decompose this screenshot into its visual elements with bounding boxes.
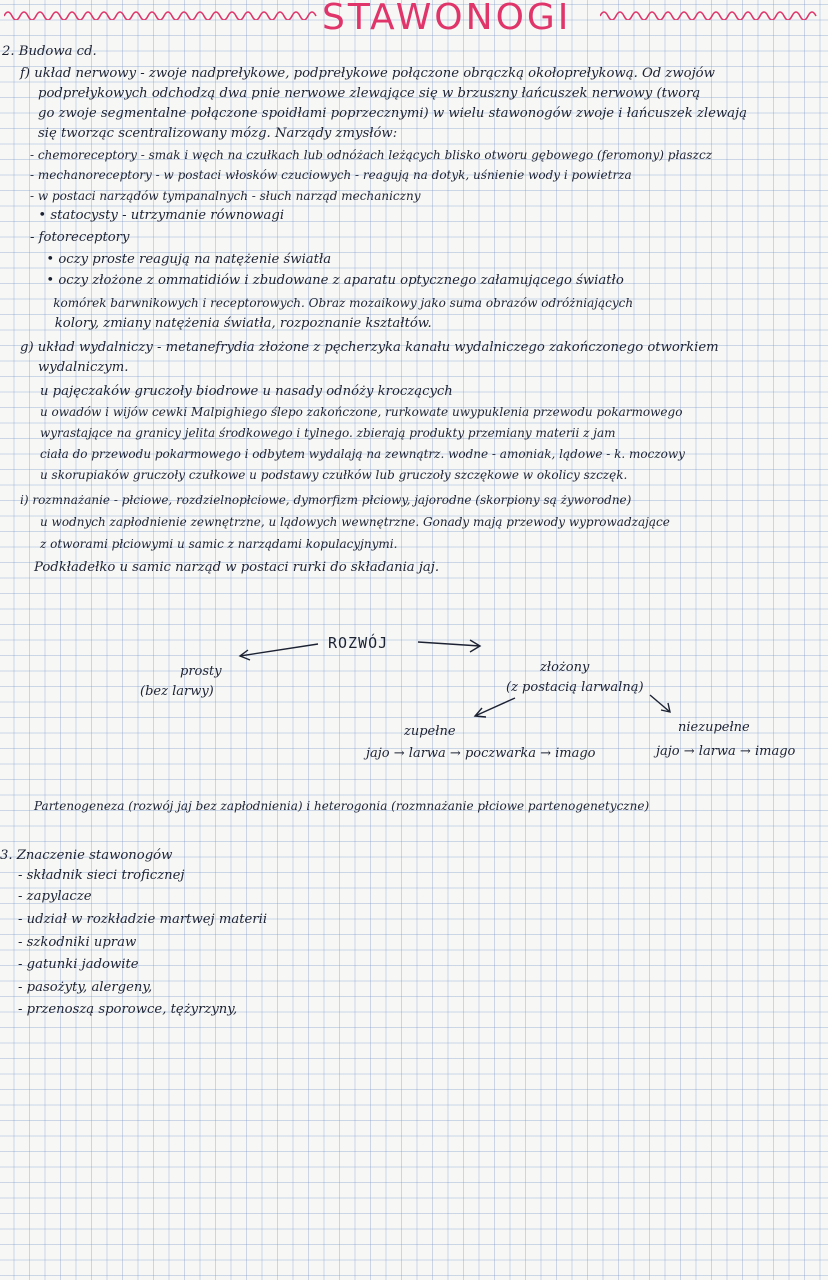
page-header: [0, 0, 828, 44]
nervous-line: • oczy złożone z ommatidiów i zbudowane z aparatu optycznego załamującego światło: [38, 273, 624, 288]
diagram-simple: prosty: [180, 664, 222, 679]
diagram-incomplete-chain: jajo → larwa → imago: [656, 744, 796, 759]
left-wavy-underline: [4, 6, 320, 20]
reproduction-line: Podkładełko u samic narząd w postaci rurki do składania jaj.: [34, 560, 440, 575]
development-diagram: [0, 600, 828, 780]
nervous-line: - chemoreceptory - smak i węch na czułkach lub odnóżach leżących blisko otworu gębowego (feromony) płaszcz: [30, 148, 713, 162]
reproduction-line: z otworami płciowymi u samic z narządami kopulacyjnymi.: [40, 537, 398, 551]
section3-item: - składnik sieci troficznej: [18, 868, 185, 883]
excretory-line: u owadów i wijów cewki Malpighiego ślepo zakończone, rurkowate uwypuklenia przewodu pokarmowego: [40, 405, 683, 419]
right-wavy-underline: [600, 6, 824, 20]
nervous-line: - fotoreceptory: [30, 230, 130, 245]
diagram-complex: złożony: [540, 660, 590, 675]
diagram-complete: zupełne: [404, 724, 456, 739]
section3-item: - szkodniki upraw: [18, 935, 137, 950]
section3-item: - udział w rozkładzie martwej materii: [18, 912, 268, 927]
excretory-line: g) układ wydalniczy - metanefrydia złożone z pęcherzyka kanału wydalniczego zakończonego otworkiem: [20, 340, 719, 355]
nervous-line: • oczy proste reagują na natężenie światła: [38, 252, 332, 267]
reproduction-line: i) rozmnażanie - płciowe, rozdzielnopłciowe, dymorfizm płciowy, jajorodne (skorpiony są żyworodne): [20, 493, 632, 507]
diagram-simple-sub: (bez larwy): [140, 684, 214, 699]
section3-heading: 3. Znaczenie stawonogów: [0, 848, 173, 863]
diagram-center-label: ROZWÓJ: [328, 634, 389, 652]
excretory-line: ciała do przewodu pokarmowego i odbytem wydalają na zewnątrz. wodne - amoniak, lądowe - k. moczowy: [40, 447, 685, 461]
nervous-line: go zwoje segmentalne połączone spoidłami poprzecznymi) w wielu stawonogów zwoje i łańcuszek zlewają: [38, 106, 747, 121]
section3-item: - pasożyty, alergeny,: [18, 980, 153, 995]
nervous-line: - w postaci narządów tympanalnych - słuch narząd mechaniczny: [30, 189, 421, 203]
reproduction-line: u wodnych zapłodnienie zewnętrzne, u lądowych wewnętrzne. Gonady mają przewody wyprowadzające: [40, 515, 670, 529]
nervous-line: f) układ nerwowy - zwoje nadprełykowe, podprełykowe połączone obrączką okołoprełykową. Od zwojów: [20, 66, 715, 81]
nervous-line: • statocysty - utrzymanie równowagi: [30, 208, 285, 223]
nervous-line: komórek barwnikowych i receptorowych. Obraz mozaikowy jako suma obrazów odróżniających: [38, 296, 634, 310]
diagram-incomplete: niezupełne: [678, 720, 750, 735]
section2-heading: 2. Budowa cd.: [2, 44, 97, 59]
excretory-line: u pajęczaków gruczoły biodrowe u nasady odnóży kroczących: [40, 384, 453, 399]
section3-item: - gatunki jadowite: [18, 957, 139, 972]
nervous-line: kolory, zmiany natężenia światła, rozpoznanie kształtów.: [38, 316, 432, 331]
excretory-line: wyrastające na granicy jelita środkowego i tylnego. zbierają produkty przemiany materii z jam: [40, 426, 616, 440]
nervous-line: podprełykowych odchodzą dwa pnie nerwowe zlewające się w brzuszny łańcuszek nerwowy (tworą: [38, 86, 701, 101]
section3-item: - przenoszą sporowce, tężyrzyny,: [18, 1002, 238, 1017]
nervous-line: - mechanoreceptory - w postaci włosków czuciowych - reagują na dotyk, uśnienie wody i powietrza: [30, 168, 632, 182]
nervous-line: się tworząc scentralizowany mózg. Narządy zmysłów:: [38, 126, 398, 141]
page-title: STAWONOGI: [322, 0, 572, 38]
excretory-line: u skorupiaków gruczoły czułkowe u podstawy czułków lub gruczoły szczękowe w okolicy szczęk.: [40, 468, 628, 482]
parthenogenesis-line: Partenogeneza (rozwój jaj bez zapłodnienia) i heterogonia (rozmnażanie płciowe partenogenetyczne): [34, 799, 650, 813]
diagram-complete-chain: jajo → larwa → poczwarka → imago: [366, 746, 596, 761]
diagram-complex-sub: (z postacią larwalną): [506, 680, 644, 695]
section3-item: - zapylacze: [18, 889, 92, 904]
excretory-line: wydalniczym.: [38, 360, 129, 375]
